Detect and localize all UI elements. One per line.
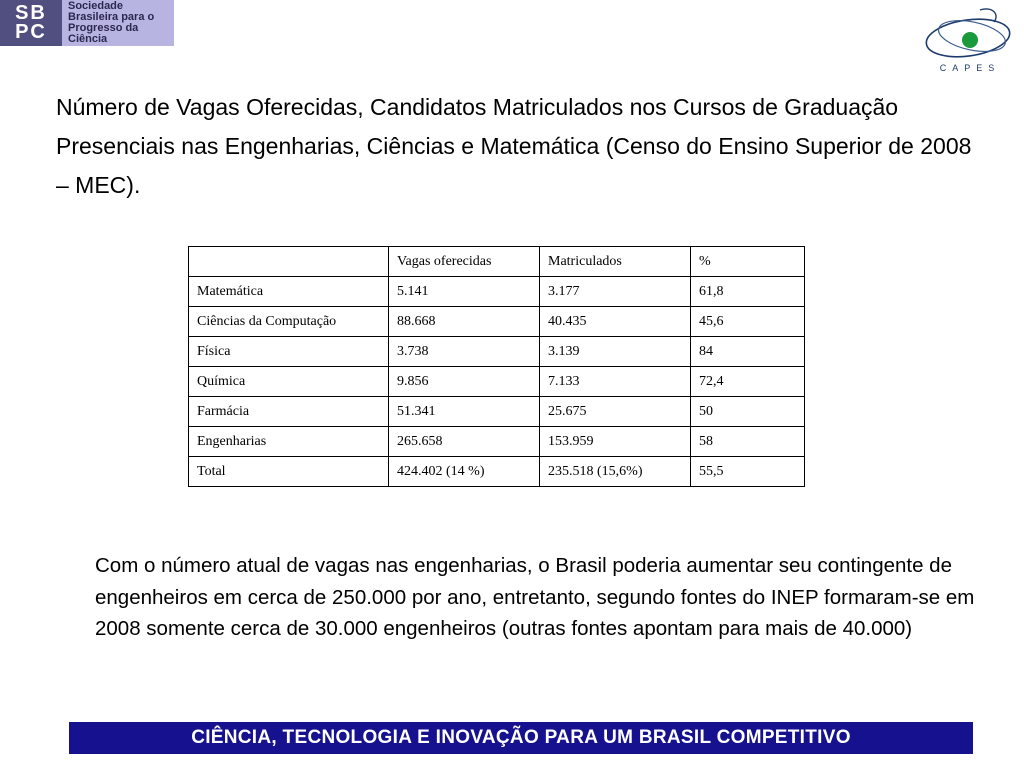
table-cell: 424.402 (14 %) bbox=[389, 457, 540, 487]
table-cell: Química bbox=[189, 367, 389, 397]
capes-logo bbox=[920, 2, 1020, 80]
table-cell: 84 bbox=[691, 337, 805, 367]
page-title: Número de Vagas Oferecidas, Candidatos Matriculados nos Cursos de Graduação Presenciais nas Engenharias, Ciências e Matemática (Censo do Ensino Superior de 2008 – MEC). bbox=[56, 94, 972, 198]
sbpc-text-line: Ciência bbox=[68, 33, 108, 45]
table-cell: 45,6 bbox=[691, 307, 805, 337]
data-table bbox=[188, 246, 805, 487]
table-row bbox=[189, 307, 805, 337]
sbpc-text-line: Brasileira para o bbox=[68, 11, 155, 23]
footer-banner: CIÊNCIA, TECNOLOGIA E INOVAÇÃO PARA UM BRASIL COMPETITIVO bbox=[69, 722, 973, 754]
sbpc-text-line: Progresso da bbox=[68, 22, 139, 34]
sbpc-mark-line2: PC bbox=[15, 21, 47, 43]
table-row bbox=[189, 277, 805, 307]
table-cell: 50 bbox=[691, 397, 805, 427]
sbpc-mark-line1: SB bbox=[15, 2, 47, 24]
table-row bbox=[189, 397, 805, 427]
table-cell: 5.141 bbox=[389, 277, 540, 307]
capes-orbit-icon bbox=[920, 2, 1020, 64]
table-cell: 72,4 bbox=[691, 367, 805, 397]
table-cell: 40.435 bbox=[540, 307, 691, 337]
sbpc-text-line: Sociedade bbox=[68, 0, 124, 12]
table-header-cell: % bbox=[691, 247, 805, 277]
table-cell: 265.658 bbox=[389, 427, 540, 457]
table-cell: 88.668 bbox=[389, 307, 540, 337]
table-row bbox=[189, 367, 805, 397]
sbpc-logo-mark bbox=[0, 0, 62, 46]
table-cell: Engenharias bbox=[189, 427, 389, 457]
sbpc-logo-text bbox=[62, 0, 154, 46]
sbpc-logo bbox=[0, 0, 174, 46]
table-cell: Total bbox=[189, 457, 389, 487]
table-header-cell: Matriculados bbox=[540, 247, 691, 277]
table-cell: 7.133 bbox=[540, 367, 691, 397]
table-cell: 55,5 bbox=[691, 457, 805, 487]
table-cell: 3.738 bbox=[389, 337, 540, 367]
table-cell: 235.518 (15,6%) bbox=[540, 457, 691, 487]
table-cell: Matemática bbox=[189, 277, 389, 307]
table-header-cell: Vagas oferecidas bbox=[389, 247, 540, 277]
table-cell: 153.959 bbox=[540, 427, 691, 457]
table-header-cell bbox=[189, 247, 389, 277]
table-cell: Farmácia bbox=[189, 397, 389, 427]
table-cell: Ciências da Computação bbox=[189, 307, 389, 337]
table-cell: 61,8 bbox=[691, 277, 805, 307]
table-cell: Física bbox=[189, 337, 389, 367]
table-cell: 9.856 bbox=[389, 367, 540, 397]
table-cell: 58 bbox=[691, 427, 805, 457]
table-cell: 25.675 bbox=[540, 397, 691, 427]
table-row bbox=[189, 427, 805, 457]
table-cell: 3.139 bbox=[540, 337, 691, 367]
body-paragraph: Com o número atual de vagas nas engenharias, o Brasil poderia aumentar seu contingente de engenheiros em cerca de 250.000 por ano, entretanto, segundo fontes do INEP formaram-se em 2008 somente cerca de 30.000 engenheiros (outras fontes apontam para mais de 40.000) bbox=[95, 554, 975, 640]
table-row-total bbox=[189, 457, 805, 487]
table-header-row bbox=[189, 247, 805, 277]
table-cell: 3.177 bbox=[540, 277, 691, 307]
table-cell: 51.341 bbox=[389, 397, 540, 427]
capes-wordmark: CAPES bbox=[939, 63, 1001, 73]
table-row bbox=[189, 337, 805, 367]
